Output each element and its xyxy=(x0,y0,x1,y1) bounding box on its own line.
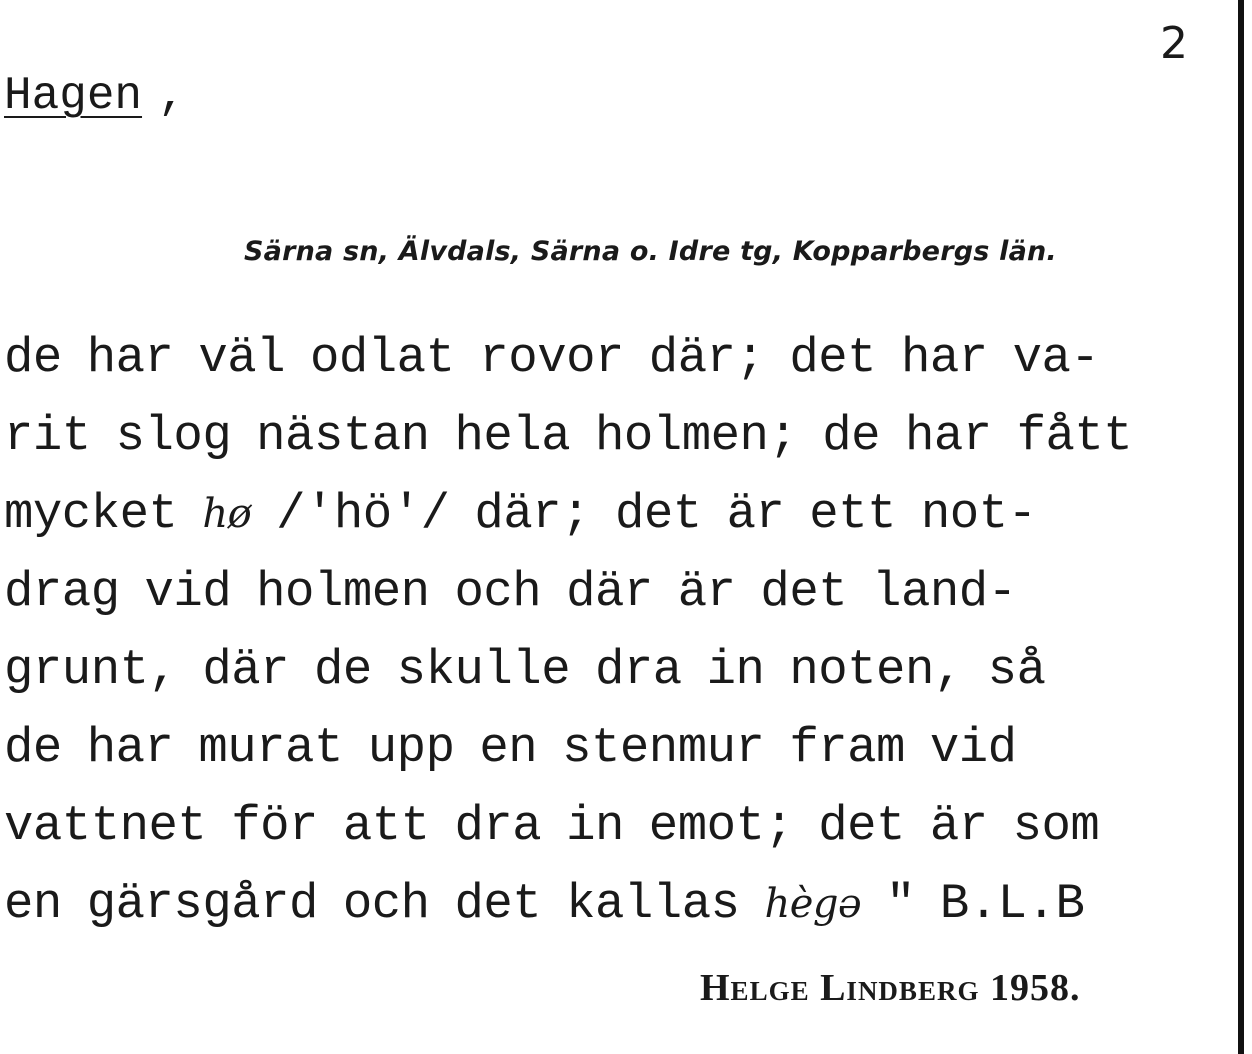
handwritten-phonetic: hø xyxy=(202,491,252,537)
text-line: drag vid holmen och där är det land- xyxy=(4,564,1017,620)
locality-stamp: Särna sn, Älvdals, Särna o. Idre tg, Kopparbergs län. xyxy=(244,236,1057,267)
text-segment: " B.L.B xyxy=(861,876,1085,932)
record-text xyxy=(4,328,1236,952)
handwritten-phonetic: hègə xyxy=(764,881,862,927)
page-number: 2 xyxy=(1160,18,1188,69)
collector-signature: Helge Lindberg 1958. xyxy=(700,967,1081,1009)
text-segment: en gärsgård och det kallas xyxy=(4,876,765,932)
text-line: vattnet för att dra in emot; det är som xyxy=(4,798,1100,854)
place-name-comma: , xyxy=(158,70,186,122)
text-line: rit slog nästan hela holmen; de har fått xyxy=(4,408,1133,464)
text-line xyxy=(4,874,1236,952)
text-segment: mycket xyxy=(4,486,203,542)
text-line xyxy=(4,484,1236,562)
place-name-heading: Hagen xyxy=(4,70,143,122)
text-line: de har väl odlat rovor där; det har va- xyxy=(4,330,1100,386)
text-line: grunt, där de skulle dra in noten, så xyxy=(4,642,1046,698)
card-edge-border xyxy=(1238,0,1244,1054)
text-line: de har murat upp en stenmur fram vid xyxy=(4,720,1017,776)
text-segment: /'hö'/ där; det är ett not- xyxy=(251,486,1037,542)
